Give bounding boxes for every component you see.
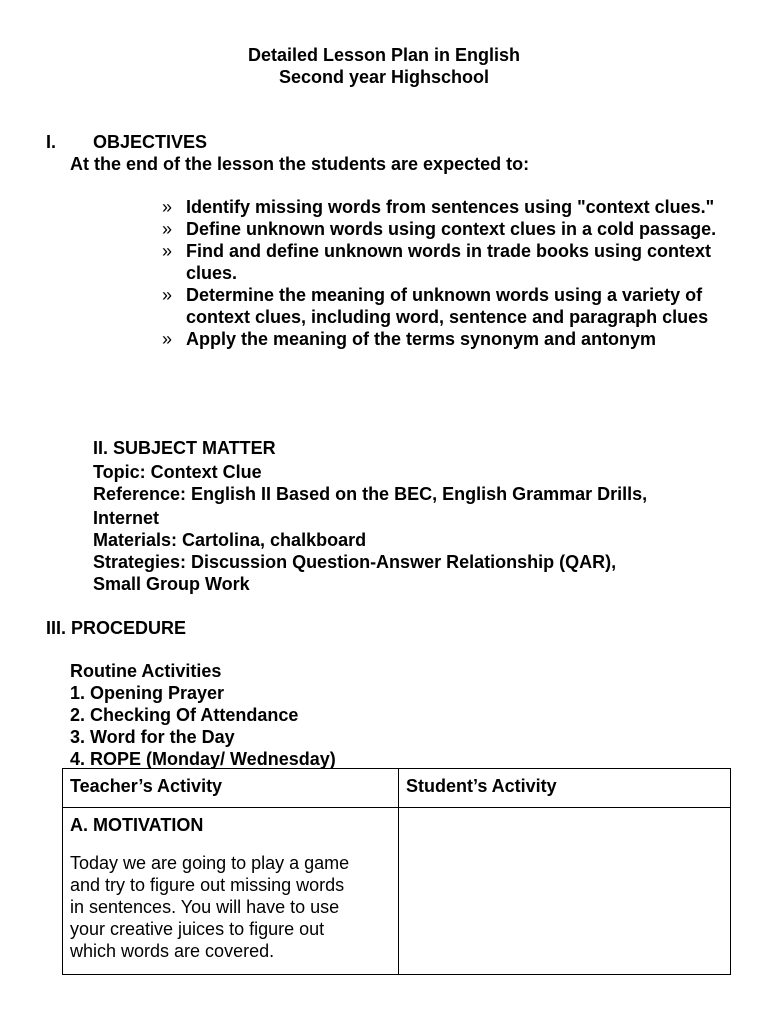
routine-item: 2. Checking Of Attendance bbox=[70, 705, 299, 725]
motivation-line: in sentences. You will have to use bbox=[70, 897, 340, 917]
objective-text: Apply the meaning of the terms synonym and antonym bbox=[186, 329, 657, 349]
bullet-icon: » bbox=[162, 241, 173, 261]
materials-line: Materials: Cartolina, chalkboard bbox=[93, 530, 367, 550]
routine-heading: Routine Activities bbox=[70, 661, 222, 681]
strategies-line-cont: Small Group Work bbox=[93, 574, 250, 594]
strategies-line: Strategies: Discussion Question-Answer Relationship (QAR), bbox=[93, 552, 617, 572]
procedure-heading: III. PROCEDURE bbox=[46, 618, 187, 638]
activity-table bbox=[62, 768, 731, 975]
bullet-icon: » bbox=[162, 219, 173, 239]
bullet-icon: » bbox=[162, 329, 173, 349]
table-row bbox=[63, 808, 731, 975]
document-title: Detailed Lesson Plan in English bbox=[247, 45, 521, 65]
objectives-intro: At the end of the lesson the students are expected to: bbox=[70, 154, 530, 174]
student-activity-header: Student’s Activity bbox=[399, 769, 731, 808]
routine-item: 4. ROPE (Monday/ Wednesday) bbox=[70, 749, 336, 769]
reference-line-cont: Internet bbox=[93, 508, 160, 528]
objectives-list bbox=[162, 196, 722, 350]
teacher-activity-header: Teacher’s Activity bbox=[63, 769, 399, 808]
objective-text: Determine the meaning of unknown words using a variety of context clues, including word, sentence and paragraph clues bbox=[186, 285, 709, 327]
motivation-heading: A. MOTIVATION bbox=[70, 815, 204, 835]
bullet-icon: » bbox=[162, 285, 173, 305]
routine-item: 3. Word for the Day bbox=[70, 727, 235, 747]
objective-text: Find and define unknown words in trade books using context clues. bbox=[186, 241, 712, 283]
list-item bbox=[162, 240, 722, 284]
objective-text: Define unknown words using context clues in a cold passage. bbox=[186, 219, 717, 239]
routine-item: 1. Opening Prayer bbox=[70, 683, 225, 703]
motivation-line: your creative juices to figure out bbox=[70, 919, 325, 939]
routine-activities bbox=[70, 660, 336, 770]
student-activity-cell bbox=[399, 808, 731, 975]
motivation-line: and try to figure out missing words bbox=[70, 875, 345, 895]
document-subtitle: Second year Highschool bbox=[278, 67, 490, 87]
list-item bbox=[162, 328, 722, 350]
motivation-line: Today we are going to play a game bbox=[70, 853, 350, 873]
objective-text: Identify missing words from sentences using "context clues." bbox=[186, 197, 715, 217]
subject-matter-section bbox=[93, 437, 647, 595]
reference-line: Reference: English II Based on the BEC, English Grammar Drills, bbox=[93, 484, 648, 504]
bullet-icon: » bbox=[162, 197, 173, 217]
table-header-row bbox=[63, 769, 731, 808]
motivation-text bbox=[70, 852, 391, 962]
motivation-line: which words are covered. bbox=[70, 941, 275, 961]
list-item bbox=[162, 196, 722, 218]
objectives-number: I. bbox=[46, 132, 57, 152]
teacher-activity-cell bbox=[63, 808, 399, 975]
subject-matter-heading: II. SUBJECT MATTER bbox=[93, 438, 276, 458]
list-item bbox=[162, 218, 722, 240]
list-item bbox=[162, 284, 722, 328]
topic-line: Topic: Context Clue bbox=[93, 462, 262, 482]
objectives-heading: OBJECTIVES bbox=[93, 132, 208, 152]
